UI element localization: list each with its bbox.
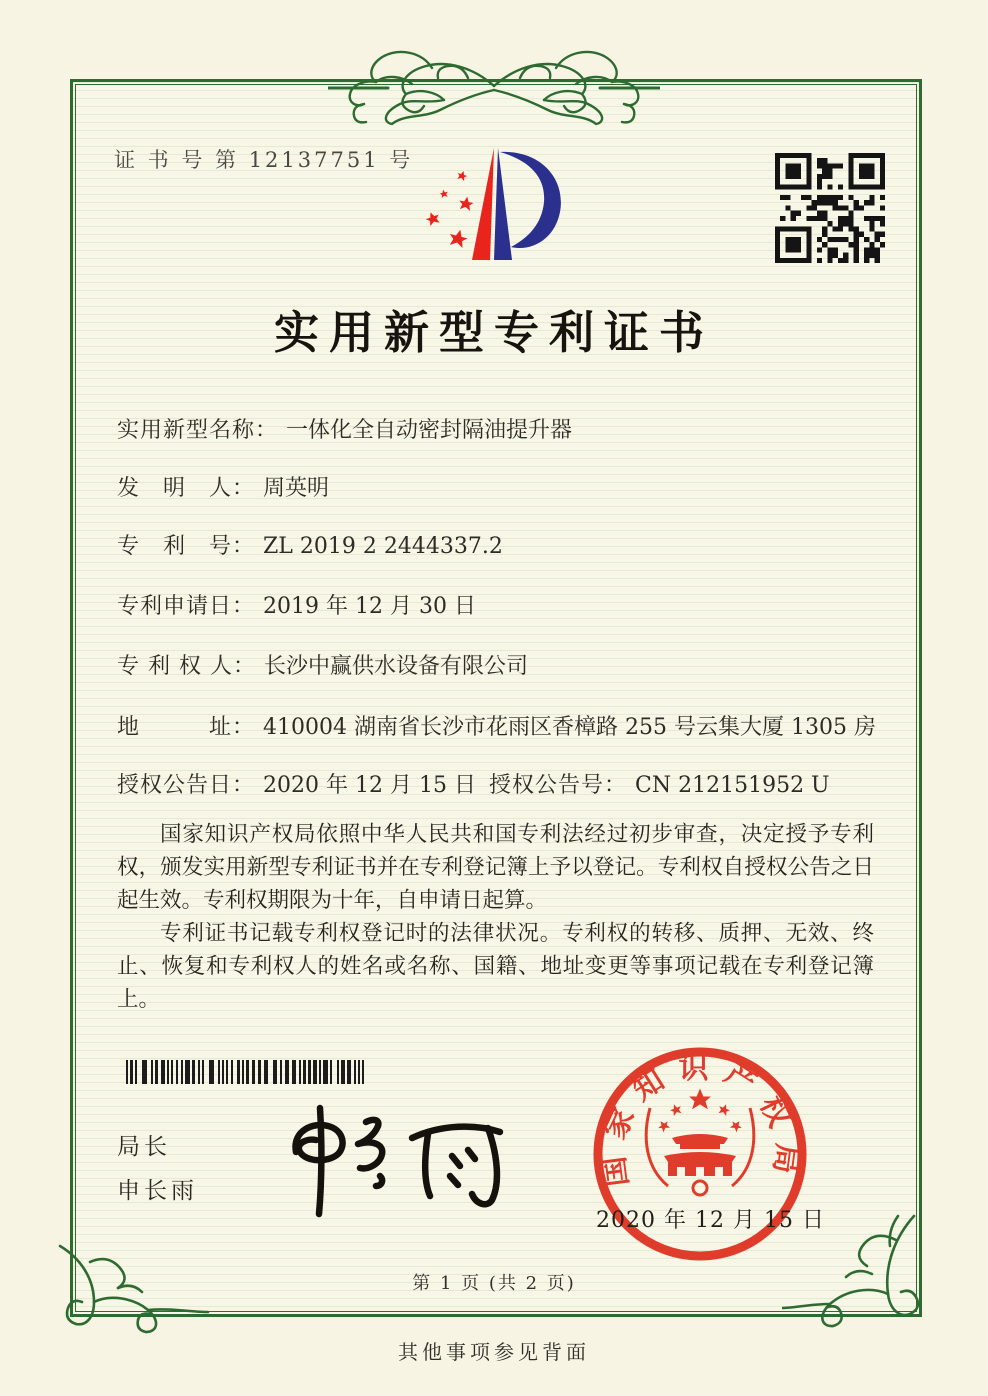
field-row-name: [117, 413, 879, 444]
field-row-address: [117, 710, 879, 741]
field-value: CN 212151952 U: [635, 773, 830, 798]
field-label: 发 明 人：: [117, 476, 256, 501]
qr-code-icon: [775, 153, 885, 263]
field-label: 专 利 权 人：: [117, 654, 256, 679]
field-value: 周英明: [263, 476, 330, 501]
page-number: 第 1 页 (共 2 页): [412, 1273, 576, 1294]
certificate-title: 实用新型专利证书: [273, 306, 714, 359]
field-row-patentee: [117, 649, 879, 680]
back-note: 其他事项参见背面: [398, 1340, 590, 1364]
seal-text: 国家知识产权局: [595, 1051, 805, 1189]
cnipa-logo-icon: [414, 140, 599, 282]
signature-script-icon: [262, 1100, 512, 1220]
seal-date: 2020 年 12 月 15 日: [596, 1208, 825, 1233]
field-row-filing-date: [117, 589, 879, 620]
signatory-title: 局长: [117, 1134, 171, 1160]
field-row-grant-date: [117, 768, 879, 799]
field-row-patent-number: [117, 529, 879, 560]
field-value: 长沙中赢供水设备有限公司: [263, 654, 528, 679]
field-value: 410004 湖南省长沙市花雨区香樟路 255 号云集大厦 1305 房: [263, 715, 876, 740]
legal-paragraph-2: 专利证书记载专利权登记时的法律状况。专利权的转移、质押、无效、终止、恢复和专利权人的姓名或名称、国籍、地址变更等事项记载在专利登记簿上。: [117, 921, 874, 1012]
field-label: 专 利 号：: [117, 534, 256, 559]
field-label: 实用新型名称：: [117, 418, 279, 443]
field-grant-number: [489, 768, 830, 799]
field-value: 一体化全自动密封隔油提升器: [286, 418, 573, 443]
field-value: 2019 年 12 月 30 日: [263, 594, 476, 619]
field-value: ZL 2019 2 2444337.2: [263, 534, 503, 559]
field-label: 授权公告日：: [117, 773, 256, 798]
field-label: 专利申请日：: [117, 594, 256, 619]
field-label: 授权公告号：: [489, 773, 628, 798]
legal-paragraph-1: 国家知识产权局依照中华人民共和国专利法经过初步审查，决定授予专利权，颁发实用新型专利证书并在专利登记簿上予以登记。专利权自授权公告之日起生效。专利权期限为十年，自申请日起算。: [117, 822, 874, 913]
certificate-number: 证 书 号 第 12137751 号: [114, 148, 414, 172]
field-value: 2020 年 12 月 15 日: [263, 773, 476, 798]
official-seal-icon: [584, 1038, 816, 1270]
field-row-inventor: [117, 471, 879, 502]
field-label: 地 址：: [117, 715, 256, 740]
signatory-name: 申长雨: [117, 1178, 198, 1204]
legal-text-block: [117, 818, 874, 1016]
barcode-icon: [124, 1060, 370, 1084]
